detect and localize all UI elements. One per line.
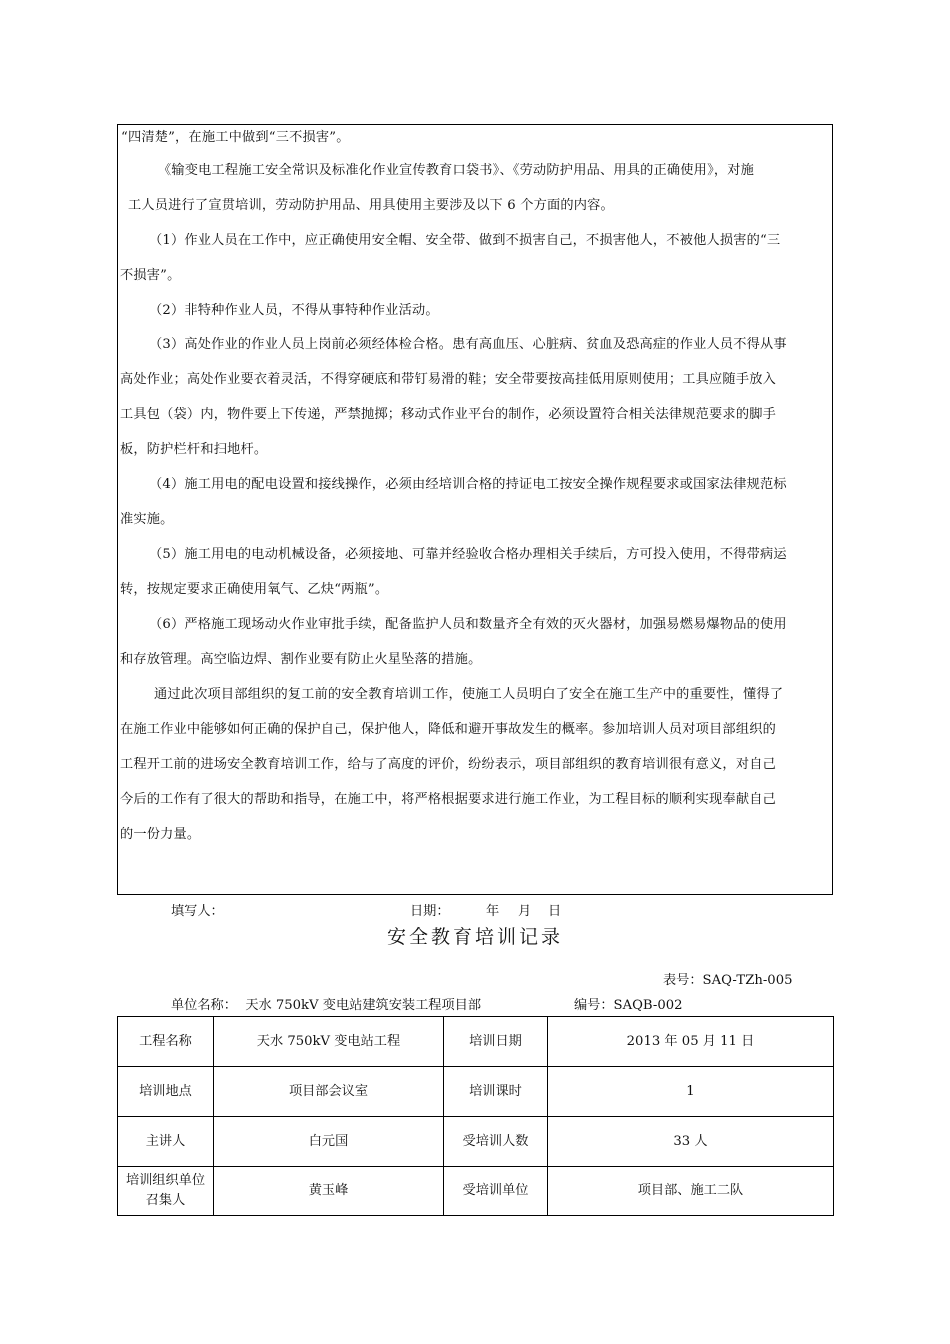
filler-label: 填写人： [171, 904, 224, 919]
table-cell: 工程名称 [118, 1017, 214, 1067]
content-line: （5）施工用电的电动机械设备，必须接地、可靠并经验收合格办理相关手续后，方可投入使用，不得带病运 [149, 547, 787, 562]
table-cell: 项目部会议室 [214, 1067, 444, 1117]
table-cell: 33 人 [548, 1117, 834, 1167]
content-line: 高处作业；高处作业要衣着灵活，不得穿硬底和带钉易滑的鞋；安全带要按高挂低用原则使用；工具应随手放入 [120, 372, 776, 387]
table-cell: 黄玉峰 [214, 1167, 444, 1216]
content-line: 《输变电工程施工安全常识及标准化作业宣传教育口袋书》、《劳动防护用品、用具的正确使用》，对施 [158, 163, 755, 178]
date-day: 日 [548, 904, 562, 919]
table-cell: 1 [548, 1067, 834, 1117]
content-line: （4）施工用电的配电设置和接线操作，必须由经培训合格的持证电工按安全操作规程要求或国家法律规范标 [149, 477, 787, 492]
table-row [118, 1017, 834, 1067]
content-line: 工人员进行了宣贯培训，劳动防护用品、用具使用主要涉及以下 6 个方面的内容。 [128, 198, 614, 213]
content-line: （3）高处作业的作业人员上岗前必须经体检合格。患有高血压、心脏病、贫血及恐高症的作业人员不得从事 [149, 337, 787, 352]
content-line: （1）作业人员在工作中，应正确使用安全帽、安全带、做到不损害自己，不损害他人，不被他人损害的“三 [149, 233, 781, 248]
content-line: 板，防护栏杆和扫地杆。 [120, 442, 268, 457]
content-line: 今后的工作有了很大的帮助和指导，在施工中，将严格根据要求进行施工作业，为工程目标的顺利实现奉献自己 [120, 792, 776, 807]
form-title: 安全教育培训记录 [386, 926, 563, 948]
table-cell: 2013 年 05 月 11 日 [548, 1017, 834, 1067]
content-line: （6）严格施工现场动火作业审批手续，配备监护人员和数量齐全有效的灭火器材，加强易燃易爆物品的使用 [149, 617, 787, 632]
table-cell: 受培训人数 [444, 1117, 548, 1167]
content-line: 和存放管理。高空临边焊、割作业要有防止火星坠落的措施。 [120, 652, 482, 667]
table-cell: 受培训单位 [444, 1167, 548, 1216]
table-cell: 培训组织单位召集人 [118, 1167, 214, 1216]
content-line: 工具包（袋）内，物件要上下传递，严禁抛掷；移动式作业平台的制作，必须设置符合相关法律规范要求的脚手 [120, 407, 776, 422]
serial-number: 编号：SAQB-002 [574, 998, 683, 1013]
content-line: 通过此次项目部组织的复工前的安全教育培训工作，使施工人员明白了安全在施工生产中的重要性，懂得了 [154, 687, 784, 702]
table-row [118, 1117, 834, 1167]
content-line: 在施工作业中能够如何正确的保护自己，保护他人，降低和避开事故发生的概率。参加培训人员对项目部组织的 [120, 722, 776, 737]
content-line: 准实施。 [120, 512, 174, 527]
table-row [118, 1067, 834, 1117]
unit-name: 单位名称： 天水 750kV 变电站建筑安装工程项目部 [171, 998, 482, 1013]
content-line: （2）非特种作业人员，不得从事特种作业活动。 [149, 303, 439, 318]
table-row [118, 1167, 834, 1216]
table-cell: 培训日期 [444, 1017, 548, 1067]
table-cell: 项目部、施工二队 [548, 1167, 834, 1216]
date-label: 日期： [410, 904, 450, 919]
training-info-table [117, 1016, 834, 1216]
content-line: 不损害”。 [120, 268, 181, 283]
table-cell: 培训地点 [118, 1067, 214, 1117]
table-cell: 天水 750kV 变电站工程 [214, 1017, 444, 1067]
content-line: “四清楚”，在施工中做到“三不损害”。 [121, 130, 350, 145]
content-line: 的一份力量。 [120, 827, 201, 842]
content-line: 转，按规定要求正确使用氧气、乙炔“两瓶”。 [120, 582, 389, 597]
form-number: 表号：SAQ-TZh-005 [663, 973, 793, 988]
table-cell: 培训课时 [444, 1067, 548, 1117]
content-line: 工程开工前的进场安全教育培训工作，给与了高度的评价，纷纷表示，项目部组织的教育培训很有意义，对自己 [120, 757, 776, 772]
table-cell: 白元国 [214, 1117, 444, 1167]
training-content-box [117, 124, 833, 895]
table-cell: 主讲人 [118, 1117, 214, 1167]
date-year: 年 [486, 904, 500, 919]
date-month: 月 [518, 904, 532, 919]
